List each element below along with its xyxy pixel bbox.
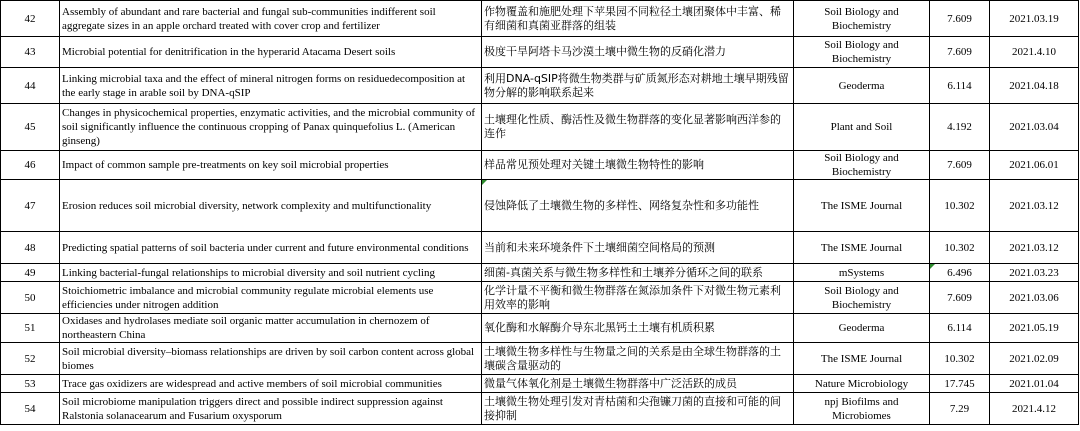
table-row <box>1 264 1079 282</box>
impact-factor: 10.302 <box>930 180 990 232</box>
publish-date: 2021.03.06 <box>990 282 1079 314</box>
table-row <box>1 393 1079 425</box>
impact-factor: 7.609 <box>930 1 990 37</box>
english-title: Stoichiometric imbalance and microbial community regulate microbial elements use efficiencies under nitrogen addition <box>60 282 482 314</box>
english-title: Assembly of abundant and rare bacterial and fungal sub-communities indifferent soil aggregate sizes in an apple orchard treated with cover crop and fertilizer <box>60 1 482 37</box>
english-title: Linking microbial taxa and the effect of mineral nitrogen forms on residuedecomposition at the early stage in arable soil by DNA-qSIP <box>60 68 482 104</box>
row-number: 47 <box>1 180 60 232</box>
row-number: 45 <box>1 104 60 151</box>
row-number: 43 <box>1 37 60 68</box>
row-number: 51 <box>1 314 60 343</box>
row-number: 48 <box>1 232 60 264</box>
english-title: Erosion reduces soil microbial diversity, network complexity and multifunctionality <box>60 180 482 232</box>
impact-factor: 17.745 <box>930 375 990 393</box>
chinese-title: 侵蚀降低了土壤微生物的多样性、网络复杂性和多功能性 <box>482 180 794 232</box>
table-row <box>1 343 1079 375</box>
publish-date: 2021.02.09 <box>990 343 1079 375</box>
journal-name: Soil Biology and Biochemistry <box>794 37 930 68</box>
table-row <box>1 282 1079 314</box>
table-row <box>1 314 1079 343</box>
journal-name: mSystems <box>794 264 930 282</box>
impact-factor: 6.496 <box>930 264 990 282</box>
chinese-title: 样品常见预处理对关键土壤微生物特性的影响 <box>482 151 794 180</box>
table-row <box>1 151 1079 180</box>
english-title: Changes in physicochemical properties, enzymatic activities, and the microbial community of soil significantly influence the continuous cropping of Panax quinquefolius L. (American ginseng) <box>60 104 482 151</box>
journal-name: Plant and Soil <box>794 104 930 151</box>
publish-date: 2021.06.01 <box>990 151 1079 180</box>
english-title: Soil microbial diversity–biomass relationships are driven by soil carbon content across global biomes <box>60 343 482 375</box>
table-row <box>1 104 1079 151</box>
chinese-title: 土壤微生物处理引发对青枯菌和尖孢镰刀菌的直接和可能的间接抑制 <box>482 393 794 425</box>
chinese-title: 当前和未来环境条件下土壤细菌空间格局的预测 <box>482 232 794 264</box>
chinese-title: 氧化酶和水解酶介导东北黑钙土土壤有机质积累 <box>482 314 794 343</box>
impact-factor: 7.609 <box>930 37 990 68</box>
publish-date: 2021.03.12 <box>990 232 1079 264</box>
chinese-title: 土壤理化性质、酶活性及微生物群落的变化显著影响西洋参的连作 <box>482 104 794 151</box>
journal-name: The ISME Journal <box>794 180 930 232</box>
row-number: 54 <box>1 393 60 425</box>
chinese-title: 利用DNA-qSIP将微生物类群与矿质氮形态对耕地土壤早期残留物分解的影响联系起来 <box>482 68 794 104</box>
english-title: Soil microbiome manipulation triggers direct and possible indirect suppression against Ralstonia solanacearum and Fusarium oxysporum <box>60 393 482 425</box>
publish-date: 2021.4.10 <box>990 37 1079 68</box>
publish-date: 2021.03.19 <box>990 1 1079 37</box>
english-title: Linking bacterial-fungal relationships to microbial diversity and soil nutrient cycling <box>60 264 482 282</box>
row-number: 52 <box>1 343 60 375</box>
chinese-title: 细菌-真菌关系与微生物多样性和土壤养分循环之间的联系 <box>482 264 794 282</box>
publish-date: 2021.04.18 <box>990 68 1079 104</box>
publish-date: 2021.03.12 <box>990 180 1079 232</box>
journal-name: The ISME Journal <box>794 343 930 375</box>
english-title: Trace gas oxidizers are widespread and active members of soil microbial communities <box>60 375 482 393</box>
english-title: Oxidases and hydrolases mediate soil organic matter accumulation in chernozem of northeastern China <box>60 314 482 343</box>
row-number: 46 <box>1 151 60 180</box>
journal-name: npj Biofilms and Microbiomes <box>794 393 930 425</box>
journal-name: The ISME Journal <box>794 232 930 264</box>
publish-date: 2021.4.12 <box>990 393 1079 425</box>
impact-factor: 10.302 <box>930 343 990 375</box>
impact-factor: 6.114 <box>930 314 990 343</box>
table-row <box>1 180 1079 232</box>
table-row <box>1 232 1079 264</box>
impact-factor: 7.29 <box>930 393 990 425</box>
journal-name: Soil Biology and Biochemistry <box>794 282 930 314</box>
journal-name: Geoderma <box>794 314 930 343</box>
chinese-title: 微量气体氧化剂是土壤微生物群落中广泛活跃的成员 <box>482 375 794 393</box>
impact-factor: 10.302 <box>930 232 990 264</box>
table-row <box>1 1 1079 37</box>
journal-name: Geoderma <box>794 68 930 104</box>
journal-name: Nature Microbiology <box>794 375 930 393</box>
impact-factor: 6.114 <box>930 68 990 104</box>
publish-date: 2021.05.19 <box>990 314 1079 343</box>
english-title: Microbial potential for denitrification in the hyperarid Atacama Desert soils <box>60 37 482 68</box>
publish-date: 2021.03.23 <box>990 264 1079 282</box>
table-row <box>1 375 1079 393</box>
impact-factor: 7.609 <box>930 151 990 180</box>
english-title: Predicting spatial patterns of soil bacteria under current and future environmental conditions <box>60 232 482 264</box>
table-row <box>1 68 1079 104</box>
chinese-title: 土壤微生物多样性与生物量之间的关系是由全球生物群落的土壤碳含量驱动的 <box>482 343 794 375</box>
journal-name: Soil Biology and Biochemistry <box>794 1 930 37</box>
chinese-title: 作物覆盖和施肥处理下苹果园不同粒径土壤团聚体中丰富、稀有细菌和真菌亚群落的组装 <box>482 1 794 37</box>
impact-factor: 4.192 <box>930 104 990 151</box>
publish-date: 2021.01.04 <box>990 375 1079 393</box>
row-number: 53 <box>1 375 60 393</box>
row-number: 42 <box>1 1 60 37</box>
english-title: Impact of common sample pre-treatments on key soil microbial properties <box>60 151 482 180</box>
row-number: 50 <box>1 282 60 314</box>
chinese-title: 极度干旱阿塔卡马沙漠土壤中微生物的反硝化潜力 <box>482 37 794 68</box>
row-number: 49 <box>1 264 60 282</box>
chinese-title: 化学计量不平衡和微生物群落在氮添加条件下对微生物元素利用效率的影响 <box>482 282 794 314</box>
table-row <box>1 37 1079 68</box>
journal-name: Soil Biology and Biochemistry <box>794 151 930 180</box>
impact-factor: 7.609 <box>930 282 990 314</box>
row-number: 44 <box>1 68 60 104</box>
publish-date: 2021.03.04 <box>990 104 1079 151</box>
